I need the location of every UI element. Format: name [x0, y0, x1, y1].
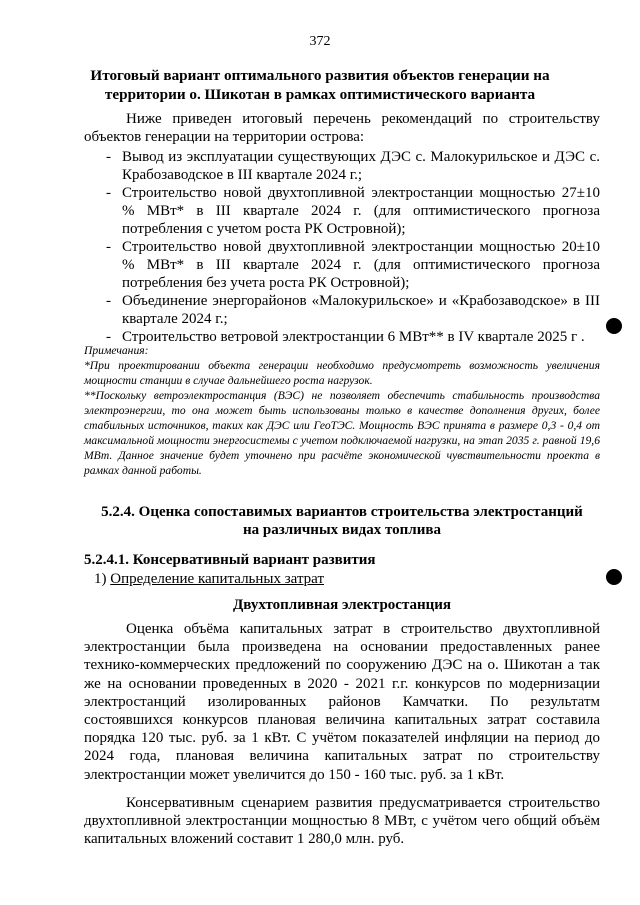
subsection-heading: 5.2.4.1. Консервативный вариант развития — [84, 552, 376, 568]
section-heading — [84, 503, 600, 539]
paragraph-2: Консервативным сценарием развития предусматривается строительство двухтопливной электростанции мощностью 8 МВт, с учётом чего общий объём капитальных вложений составит 1 280,0 млн. руб. — [84, 795, 600, 848]
notes-block — [84, 343, 600, 478]
page-number: 372 — [309, 34, 331, 49]
intro-paragraph: Ниже приведен итоговый перечень рекомендаций по строительству объектов генерации на территории острова: — [84, 111, 600, 145]
item-number: 1) — [94, 571, 107, 587]
section-heading-line-1: 5.2.4. Оценка сопоставимых вариантов строительства электростанций — [101, 504, 583, 520]
list-item: - Объединение энергорайонов «Малокурильское» и «Крабозаводское» в III квартале 2024 г.; — [106, 293, 600, 327]
numbered-item — [94, 571, 324, 588]
list-item-text: Строительство новой двухтопливной электростанции мощностью 27±10 % МВт* в III квартале 2024 г. (для оптимистического прогноза потребления с учетом роста РК Островной); — [122, 185, 600, 237]
title-line-1: Итоговый вариант оптимального развития объектов генерации на — [90, 67, 550, 84]
list-item: - Строительство новой двухтопливной электростанции мощностью 27±10 % МВт* в III квартале 2024 г. (для оптимистического прогноза потребления с учетом роста РК Островной); — [106, 185, 600, 237]
list-item: - Строительство ветровой электростанции 6 МВт** в IV квартале 2025 г . — [106, 329, 585, 345]
recommendations-list — [84, 148, 600, 346]
notes-heading: Примечания: — [84, 344, 149, 357]
note-2: **Поскольку ветроэлектростанция (ВЭС) не позволяет обеспечить стабильность производства электроэнергии, то она может быть использованы только в качестве дополнения других, более стабильных источников, таких как ДЭС или ГеоТЭС. Мощность ВЭС принята в размере 0,3 - 0,4 от максимальной мощности энергосистемы с учетом подключаемой нагрузки, на этап 2035 г. равной 19,6 МВт. Данное значение будет уточнено при расчёте экономической чувствительности проекта в рамках данной работы. — [84, 389, 600, 477]
list-item: - Строительство новой двухтопливной электростанции мощностью 20±10 % МВт* в III квартале 2024 г. (для оптимистического прогноза потребления без учета роста РК Островной); — [106, 239, 600, 291]
list-item-text: Объединение энергорайонов «Малокурильское» и «Крабозаводское» в III квартале 2024 г.; — [122, 293, 600, 327]
paragraph-1: Оценка объёма капитальных затрат в строительство двухтопливной электростанции была произведена на основании предоставленных ранее технико-коммерческих предложений по сооружению ДЭС на о. Шикотан а так же на основании проведенных в 2020 - 2021 г.г. конкурсов по модернизации электростанций изолированных районов Камчатки. По результатм состоявшихся конкурсов плановая величина капитальных затрат составила порядка 120 тыс. руб. за 1 кВт. С учётом показателей инфляции на период до 2024 года, плановая величина капитальных затрат по строительству электростанции может увеличится до 150 - 160 тыс. руб. за 1 кВт. — [84, 621, 600, 783]
title-line-2: территории о. Шикотан в рамках оптимистического варианта — [104, 86, 536, 103]
page-title — [90, 66, 550, 104]
margin-dot-marker — [606, 318, 622, 334]
note-1: *При проектировании объекта генерации необходимо предусмотреть возможность увеличения мощности станции в случае дальнейшего роста нагрузок. — [84, 359, 600, 387]
list-item-text: Строительство ветровой электростанции 6 МВт** в IV квартале 2025 г . — [122, 329, 585, 345]
section-heading-line-2: на различных видах топлива — [243, 522, 441, 538]
margin-dot-marker — [606, 569, 622, 585]
item-text: Определение капитальных затрат — [110, 571, 325, 587]
list-item-text: Вывод из эксплуатации существующих ДЭС с. Малокурильское и ДЭС с. Крабозаводское в III квартале 2024 г.; — [122, 149, 600, 183]
dual-fuel-heading: Двухтопливная электростанция — [232, 597, 452, 613]
list-item: - Вывод из эксплуатации существующих ДЭС с. Малокурильское и ДЭС с. Крабозаводское в III квартале 2024 г.; — [106, 149, 600, 183]
list-item-text: Строительство новой двухтопливной электростанции мощностью 20±10 % МВт* в III квартале 2024 г. (для оптимистического прогноза потребления без учета роста РК Островной); — [122, 239, 600, 291]
